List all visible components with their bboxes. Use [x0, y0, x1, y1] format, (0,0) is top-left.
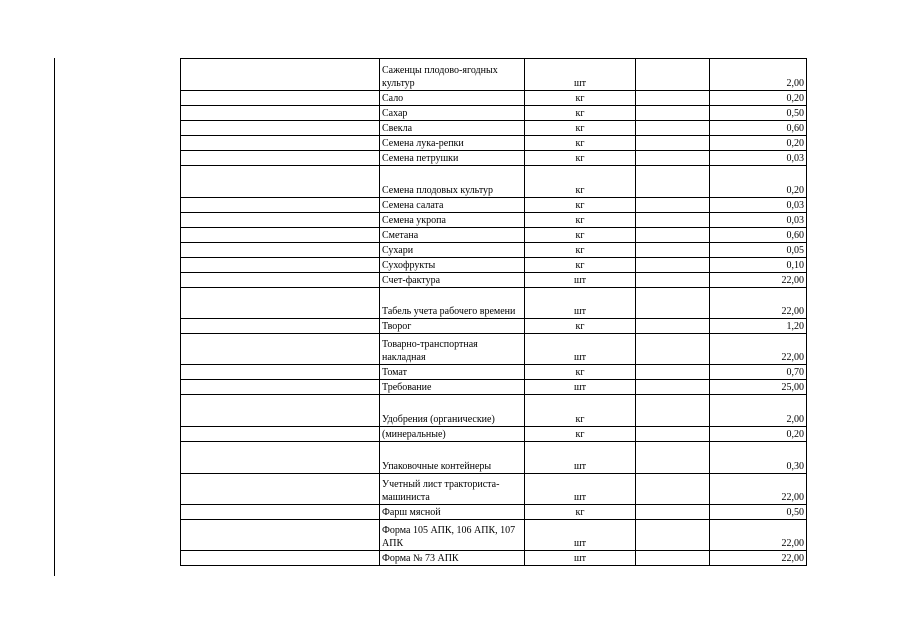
blank-cell — [181, 334, 380, 365]
table-row — [181, 198, 807, 213]
blank-cell — [636, 258, 710, 273]
item-name-cell: Учетный лист тракториста-машиниста — [380, 474, 525, 505]
table-row — [181, 442, 807, 474]
blank-cell — [181, 427, 380, 442]
item-name-cell: Свекла — [380, 121, 525, 136]
blank-cell — [636, 365, 710, 380]
item-name-cell: Упаковочные контейнеры — [380, 442, 525, 474]
unit-cell: кг — [525, 505, 636, 520]
unit-cell: кг — [525, 365, 636, 380]
table-row — [181, 551, 807, 566]
quantity-cell: 22,00 — [710, 551, 807, 566]
quantity-cell: 0,10 — [710, 258, 807, 273]
table-row — [181, 151, 807, 166]
item-name-cell: (минеральные) — [380, 427, 525, 442]
blank-cell — [181, 288, 380, 319]
unit-cell: кг — [525, 319, 636, 334]
unit-cell: шт — [525, 474, 636, 505]
item-name-cell: Саженцы плодово-ягодных культур — [380, 59, 525, 91]
unit-cell: шт — [525, 380, 636, 395]
unit-cell: кг — [525, 228, 636, 243]
unit-cell: кг — [525, 91, 636, 106]
blank-cell — [636, 136, 710, 151]
table-row — [181, 136, 807, 151]
blank-cell — [636, 198, 710, 213]
blank-cell — [181, 258, 380, 273]
table-row — [181, 365, 807, 380]
blank-cell — [636, 427, 710, 442]
quantity-cell: 0,03 — [710, 198, 807, 213]
quantity-cell: 22,00 — [710, 288, 807, 319]
blank-cell — [181, 136, 380, 151]
item-name-cell: Семена салата — [380, 198, 525, 213]
item-name-cell: Табель учета рабочего времени — [380, 288, 525, 319]
blank-cell — [181, 520, 380, 551]
blank-cell — [636, 91, 710, 106]
item-name-cell: Форма 105 АПК, 106 АПК, 107 АПК — [380, 520, 525, 551]
blank-cell — [181, 121, 380, 136]
quantity-cell: 0,20 — [710, 91, 807, 106]
quantity-cell: 0,50 — [710, 106, 807, 121]
blank-cell — [181, 106, 380, 121]
item-name-cell: Требование — [380, 380, 525, 395]
blank-cell — [636, 288, 710, 319]
items-table — [180, 58, 807, 566]
table-row — [181, 319, 807, 334]
item-name-cell: Сахар — [380, 106, 525, 121]
item-name-cell: Сухофрукты — [380, 258, 525, 273]
unit-cell: кг — [525, 243, 636, 258]
blank-cell — [636, 59, 710, 91]
item-name-cell: Форма № 73 АПК — [380, 551, 525, 566]
table-row — [181, 228, 807, 243]
blank-cell — [181, 395, 380, 427]
unit-cell: кг — [525, 198, 636, 213]
blank-cell — [181, 442, 380, 474]
unit-cell: кг — [525, 151, 636, 166]
quantity-cell: 0,20 — [710, 136, 807, 151]
item-name-cell: Семена петрушки — [380, 151, 525, 166]
quantity-cell: 1,20 — [710, 319, 807, 334]
quantity-cell: 0,70 — [710, 365, 807, 380]
blank-cell — [636, 121, 710, 136]
unit-cell: шт — [525, 288, 636, 319]
blank-cell — [181, 228, 380, 243]
table-row — [181, 273, 807, 288]
unit-cell: кг — [525, 136, 636, 151]
quantity-cell: 2,00 — [710, 395, 807, 427]
blank-cell — [636, 243, 710, 258]
unit-cell: кг — [525, 121, 636, 136]
blank-cell — [636, 151, 710, 166]
quantity-cell: 0,03 — [710, 213, 807, 228]
blank-cell — [181, 166, 380, 198]
blank-cell — [636, 551, 710, 566]
unit-cell: кг — [525, 106, 636, 121]
quantity-cell: 0,20 — [710, 166, 807, 198]
quantity-cell: 0,60 — [710, 121, 807, 136]
blank-cell — [636, 505, 710, 520]
unit-cell: шт — [525, 59, 636, 91]
blank-cell — [181, 273, 380, 288]
table-row — [181, 213, 807, 228]
item-name-cell: Сухари — [380, 243, 525, 258]
blank-cell — [181, 365, 380, 380]
item-name-cell: Творог — [380, 319, 525, 334]
blank-cell — [636, 520, 710, 551]
table-row — [181, 106, 807, 121]
table-row — [181, 395, 807, 427]
table-row — [181, 334, 807, 365]
unit-cell: шт — [525, 442, 636, 474]
blank-cell — [636, 273, 710, 288]
table-row — [181, 166, 807, 198]
unit-cell: шт — [525, 334, 636, 365]
blank-cell — [636, 319, 710, 334]
unit-cell: шт — [525, 520, 636, 551]
item-name-cell: Товарно-транспортная накладная — [380, 334, 525, 365]
table-row — [181, 520, 807, 551]
table-row — [181, 258, 807, 273]
table-row — [181, 474, 807, 505]
blank-cell — [181, 380, 380, 395]
quantity-cell: 22,00 — [710, 474, 807, 505]
table-row — [181, 288, 807, 319]
blank-cell — [181, 551, 380, 566]
blank-cell — [181, 505, 380, 520]
blank-cell — [636, 166, 710, 198]
blank-cell — [181, 243, 380, 258]
blank-cell — [636, 474, 710, 505]
unit-cell: кг — [525, 166, 636, 198]
unit-cell: шт — [525, 273, 636, 288]
table-row — [181, 121, 807, 136]
blank-cell — [181, 151, 380, 166]
quantity-cell: 25,00 — [710, 380, 807, 395]
quantity-cell: 0,60 — [710, 228, 807, 243]
quantity-cell: 22,00 — [710, 273, 807, 288]
blank-cell — [636, 213, 710, 228]
item-name-cell: Семена плодовых культур — [380, 166, 525, 198]
blank-cell — [181, 91, 380, 106]
blank-cell — [636, 395, 710, 427]
table-row — [181, 91, 807, 106]
unit-cell: шт — [525, 551, 636, 566]
table-row — [181, 59, 807, 91]
blank-cell — [636, 106, 710, 121]
blank-cell — [181, 198, 380, 213]
unit-cell: кг — [525, 258, 636, 273]
blank-cell — [181, 319, 380, 334]
quantity-cell: 0,05 — [710, 243, 807, 258]
item-name-cell: Фарш мясной — [380, 505, 525, 520]
items-table-body — [181, 59, 807, 566]
item-name-cell: Томат — [380, 365, 525, 380]
unit-cell: кг — [525, 213, 636, 228]
item-name-cell: Удобрения (органические) — [380, 395, 525, 427]
table-row — [181, 243, 807, 258]
blank-cell — [181, 213, 380, 228]
item-name-cell: Счет-фактура — [380, 273, 525, 288]
quantity-cell: 0,50 — [710, 505, 807, 520]
left-margin-line — [54, 58, 55, 576]
unit-cell: кг — [525, 395, 636, 427]
table-row — [181, 380, 807, 395]
quantity-cell: 0,30 — [710, 442, 807, 474]
quantity-cell: 22,00 — [710, 334, 807, 365]
quantity-cell: 2,00 — [710, 59, 807, 91]
item-name-cell: Сметана — [380, 228, 525, 243]
table-row — [181, 427, 807, 442]
blank-cell — [636, 228, 710, 243]
table-row — [181, 505, 807, 520]
blank-cell — [636, 334, 710, 365]
quantity-cell: 22,00 — [710, 520, 807, 551]
blank-cell — [636, 380, 710, 395]
quantity-cell: 0,20 — [710, 427, 807, 442]
unit-cell: кг — [525, 427, 636, 442]
blank-cell — [181, 474, 380, 505]
blank-cell — [636, 442, 710, 474]
item-name-cell: Семена укропа — [380, 213, 525, 228]
item-name-cell: Семена лука-репки — [380, 136, 525, 151]
quantity-cell: 0,03 — [710, 151, 807, 166]
blank-cell — [181, 59, 380, 91]
item-name-cell: Сало — [380, 91, 525, 106]
